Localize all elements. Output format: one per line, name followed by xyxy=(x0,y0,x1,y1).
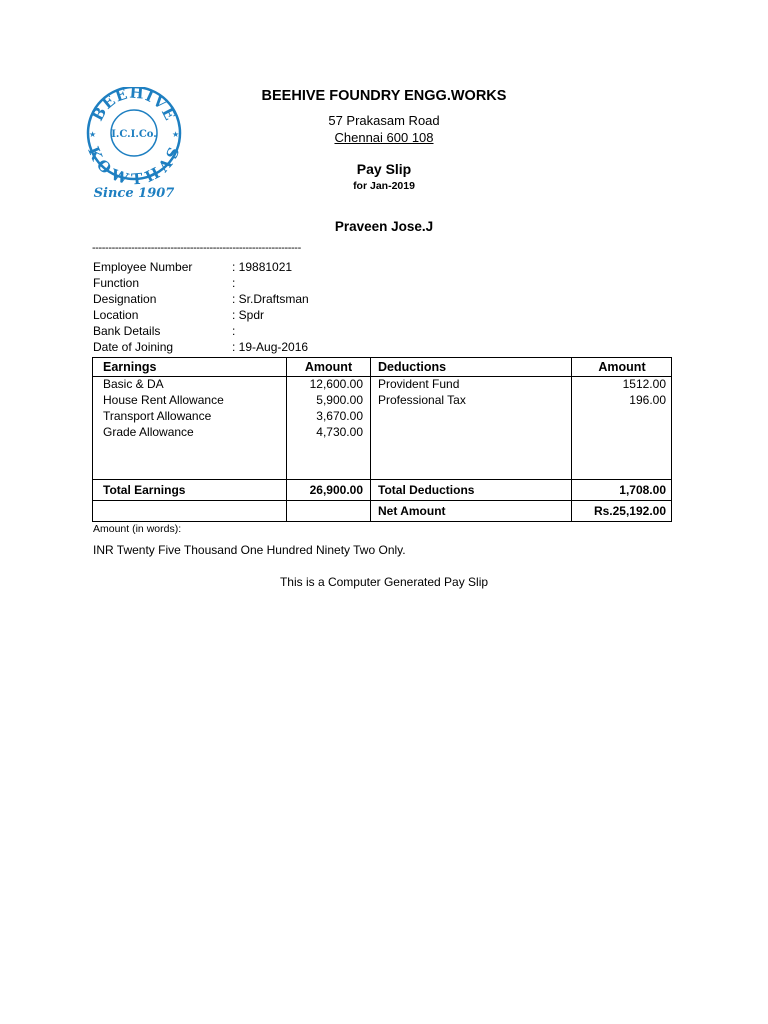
employee-name: Praveen Jose.J xyxy=(334,219,434,234)
logo-top-text: BEEHIVE xyxy=(88,87,180,124)
company-seal xyxy=(84,87,184,203)
earning-label: House Rent Allowance xyxy=(103,393,224,407)
deductions-header: Deductions xyxy=(378,360,447,374)
employee-number-value: : 19881021 xyxy=(232,260,293,274)
company-address-line2: Chennai 600 108 xyxy=(334,130,434,145)
salary-table xyxy=(92,357,672,522)
star-icon: ★ xyxy=(172,130,180,139)
earning-amount: 12,600.00 xyxy=(309,377,363,391)
bank-details-label: Bank Details xyxy=(93,324,161,338)
separator-line: ---------------------------------------------------------------- xyxy=(92,242,301,254)
total-deductions-label: Total Deductions xyxy=(378,483,475,497)
svg-text:BEEHIVE xyxy=(88,87,179,124)
row-divider xyxy=(93,479,671,480)
earning-label: Grade Allowance xyxy=(103,425,194,439)
earning-label: Transport Allowance xyxy=(103,409,212,423)
logo-bottom-text: KOWTHAS xyxy=(84,143,184,189)
pay-slip-title: Pay Slip xyxy=(356,161,412,177)
designation-label: Designation xyxy=(93,292,157,306)
logo-since-text: Since 1907 xyxy=(93,186,175,201)
earning-label: Basic & DA xyxy=(103,377,164,391)
designation-value: : Sr.Draftsman xyxy=(232,292,309,306)
amount-in-words: INR Twenty Five Thousand One Hundred Ninety Two Only. xyxy=(93,543,406,557)
earning-amount: 3,670.00 xyxy=(316,409,363,423)
total-earnings-value: 26,900.00 xyxy=(309,483,363,497)
function-value: : xyxy=(232,276,236,290)
location-value: : Spdr xyxy=(232,308,265,322)
total-deductions-value: 1,708.00 xyxy=(619,483,666,497)
total-earnings-label: Total Earnings xyxy=(103,483,186,497)
pay-period: for Jan-2019 xyxy=(353,180,415,192)
net-amount-value: Rs.25,192.00 xyxy=(593,504,666,518)
company-address-line1: 57 Prakasam Road xyxy=(328,113,440,128)
bank-details-value: : xyxy=(232,324,236,338)
company-logo xyxy=(84,87,184,203)
date-of-joining-label: Date of Joining xyxy=(93,340,174,354)
deduction-amount: 196.00 xyxy=(629,393,666,407)
star-icon: ★ xyxy=(89,130,97,139)
row-divider xyxy=(93,500,671,501)
earning-amount: 4,730.00 xyxy=(316,425,363,439)
deduction-amount: 1512.00 xyxy=(622,377,666,391)
deduction-label: Provident Fund xyxy=(378,377,460,391)
deductions-amount-header: Amount xyxy=(598,360,646,374)
earnings-amount-header: Amount xyxy=(304,360,353,374)
column-divider xyxy=(370,358,371,521)
date-of-joining-value: : 19-Aug-2016 xyxy=(232,340,309,354)
earnings-header: Earnings xyxy=(103,360,157,374)
function-label: Function xyxy=(93,276,140,290)
footer-note: This is a Computer Generated Pay Slip xyxy=(279,575,489,589)
location-label: Location xyxy=(93,308,139,322)
company-name: BEEHIVE FOUNDRY ENGG.WORKS xyxy=(261,88,507,104)
net-amount-label: Net Amount xyxy=(378,504,446,518)
deduction-label: Professional Tax xyxy=(378,393,466,407)
earning-amount: 5,900.00 xyxy=(316,393,363,407)
amount-in-words-label: Amount (in words): xyxy=(93,523,182,535)
logo-center-text: I.C.I.Co. xyxy=(111,129,157,140)
employee-number-label: Employee Number xyxy=(93,260,193,274)
svg-text:KOWTHAS xyxy=(84,144,183,189)
